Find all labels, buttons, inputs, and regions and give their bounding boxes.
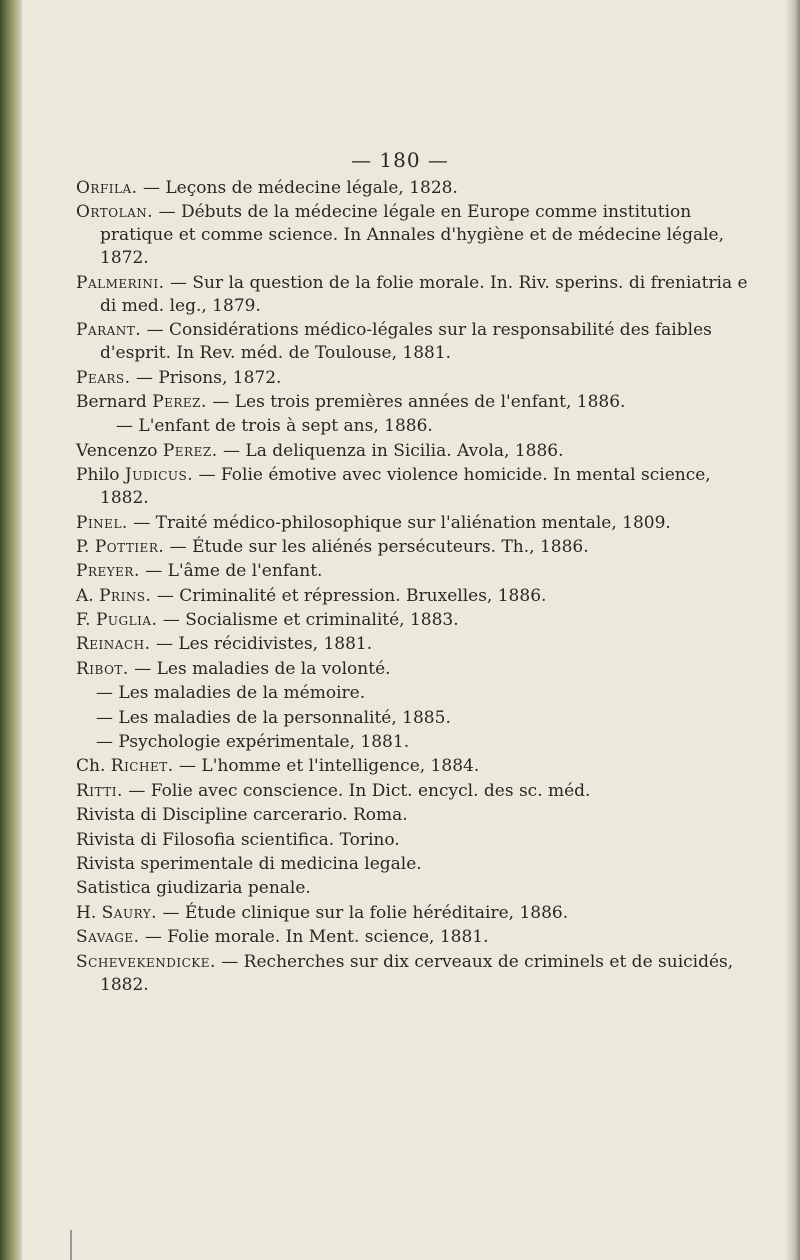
entry-prefix: Philo [76, 465, 125, 486]
entry-text: — Leçons de médecine légale, 1828. [142, 178, 458, 198]
bibliography-entry [76, 319, 756, 365]
entry-prefix: Vencenzo [76, 440, 163, 461]
entry-text: — Étude sur les aliénés persécuteurs. Th., 1886. [169, 536, 589, 557]
bibliography-list [76, 177, 756, 998]
entry-author: Perez. [152, 391, 207, 412]
entry-author: Ribot. [76, 658, 129, 679]
entry-text: — Débuts de la médecine légale en Europe comme institution pratique et comme science. In Annales d'hygiène et de médecine légale, 1872. [100, 202, 725, 269]
bibliography-entry [76, 926, 756, 949]
bibliography-entry [76, 415, 756, 438]
entry-text: — L'âme de l'enfant. [145, 561, 323, 582]
bibliography-entry [76, 829, 756, 852]
entry-author: Orfila. [76, 178, 138, 198]
entry-prefix: F. [76, 610, 96, 631]
bibliography-entry [76, 853, 756, 876]
bibliography-entry [76, 367, 756, 390]
book-binding-edge [0, 0, 22, 1260]
entry-text: — Étude clinique sur la folie héréditaire, 1886. [162, 902, 569, 923]
entry-text: — Traité médico-philosophique sur l'aliénation mentale, 1809. [133, 512, 671, 533]
entry-text: — Les maladies de la personnalité, 1885. [96, 707, 451, 728]
entry-author: Schevekendicke. [76, 951, 216, 972]
entry-author: Preyer. [76, 561, 140, 582]
entry-author: Perez. [162, 440, 218, 461]
entry-text: — Considérations médico-légales sur la responsabilité des faibles d'esprit. In Rev. méd. de Toulouse, 1881. [100, 320, 712, 364]
bibliography-entry [76, 731, 756, 754]
entry-text: — Les maladies de la volonté. [134, 658, 391, 679]
bibliography-entry [76, 780, 756, 803]
entry-author: Prins. [99, 585, 152, 606]
entry-text: — La deliquenza in Sicilia. Avola, 1886. [223, 440, 564, 461]
entry-text: — Prisons, 1872. [135, 367, 282, 388]
entry-text: — Les récidivistes, 1881. [155, 634, 373, 655]
bibliography-entry [76, 658, 756, 681]
bibliography-entry [76, 440, 756, 463]
entry-text: — Sur la question de la folie morale. In. Riv. sperins. di freniatria e di med. leg., 1879. [100, 272, 748, 316]
entry-prefix: Satistica giudizaria penale. [76, 878, 311, 899]
entry-author: Ritti. [76, 780, 123, 801]
bibliography-entry [76, 272, 756, 318]
entry-author: Palmerini. [76, 272, 165, 293]
bibliography-entry [76, 585, 756, 608]
entry-author: Pinel. [76, 512, 128, 533]
entry-author: Savage. [76, 927, 140, 948]
bibliography-entry [76, 201, 756, 270]
entry-author: Puglia. [95, 610, 158, 631]
bibliography-entry [76, 707, 756, 730]
bibliography-entry [76, 560, 756, 583]
bibliography-entry [76, 902, 756, 925]
entry-text: — Les maladies de la mémoire. [96, 683, 366, 704]
bibliography-entry [76, 512, 756, 535]
entry-author: Judicus. [124, 465, 194, 486]
entry-author: Parant. [76, 320, 142, 341]
page-right-edge [786, 0, 800, 1260]
entry-text: — Folie avec conscience. In Dict. encycl. des sc. méd. [128, 780, 591, 801]
bibliography-entry [76, 391, 756, 414]
entry-text: — Recherches sur dix cerveaux de criminels et de suicidés, 1882. [100, 951, 734, 995]
entry-author: Pottier. [94, 536, 165, 557]
entry-author: Richet. [110, 756, 174, 777]
entry-text: — Psychologie expérimentale, 1881. [96, 732, 410, 753]
bibliography-entry [76, 682, 756, 705]
entry-author: Ortolan. [76, 202, 154, 223]
bibliography-entry [76, 464, 756, 510]
bibliography-entry [76, 755, 756, 778]
entry-prefix: Bernard [76, 391, 153, 412]
bibliography-entry [76, 804, 756, 827]
entry-text: — Folie émotive avec violence homicide. In mental science, 1882. [100, 465, 711, 509]
entry-author: Saury. [101, 902, 158, 923]
bibliography-entry [76, 609, 756, 632]
entry-prefix: Rivista di Filosofia scientifica. Torino. [76, 829, 400, 850]
entry-text: — Les trois premières années de l'enfant, 1886. [212, 391, 626, 412]
entry-prefix: P. [76, 536, 95, 557]
entry-text: — L'homme et l'intelligence, 1884. [179, 756, 480, 777]
bibliography-entry [76, 633, 756, 656]
entry-prefix: Ch. [76, 756, 111, 777]
entry-text: — L'enfant de trois à sept ans, 1886. [116, 416, 433, 437]
bibliography-entry [76, 877, 756, 900]
entry-text: — Criminalité et répression. Bruxelles, 1886. [156, 585, 547, 606]
page-fold-mark [70, 1230, 72, 1260]
page-number: — 180 — [351, 148, 449, 172]
entry-author: Reinach. [76, 634, 151, 655]
entry-text: — Folie morale. In Ment. science, 1881. [144, 927, 489, 948]
bibliography-entry [76, 536, 756, 559]
entry-text: — Socialisme et criminalité, 1883. [162, 610, 459, 631]
entry-prefix: Rivista di Discipline carcerario. Roma. [76, 805, 408, 826]
bibliography-entry [76, 951, 756, 997]
entry-author: Pears. [76, 367, 131, 388]
bibliography-entry [76, 177, 756, 200]
entry-prefix: Rivista sperimentale di medicina legale. [76, 853, 422, 874]
entry-prefix: H. [76, 902, 102, 923]
entry-prefix: A. [76, 585, 100, 606]
